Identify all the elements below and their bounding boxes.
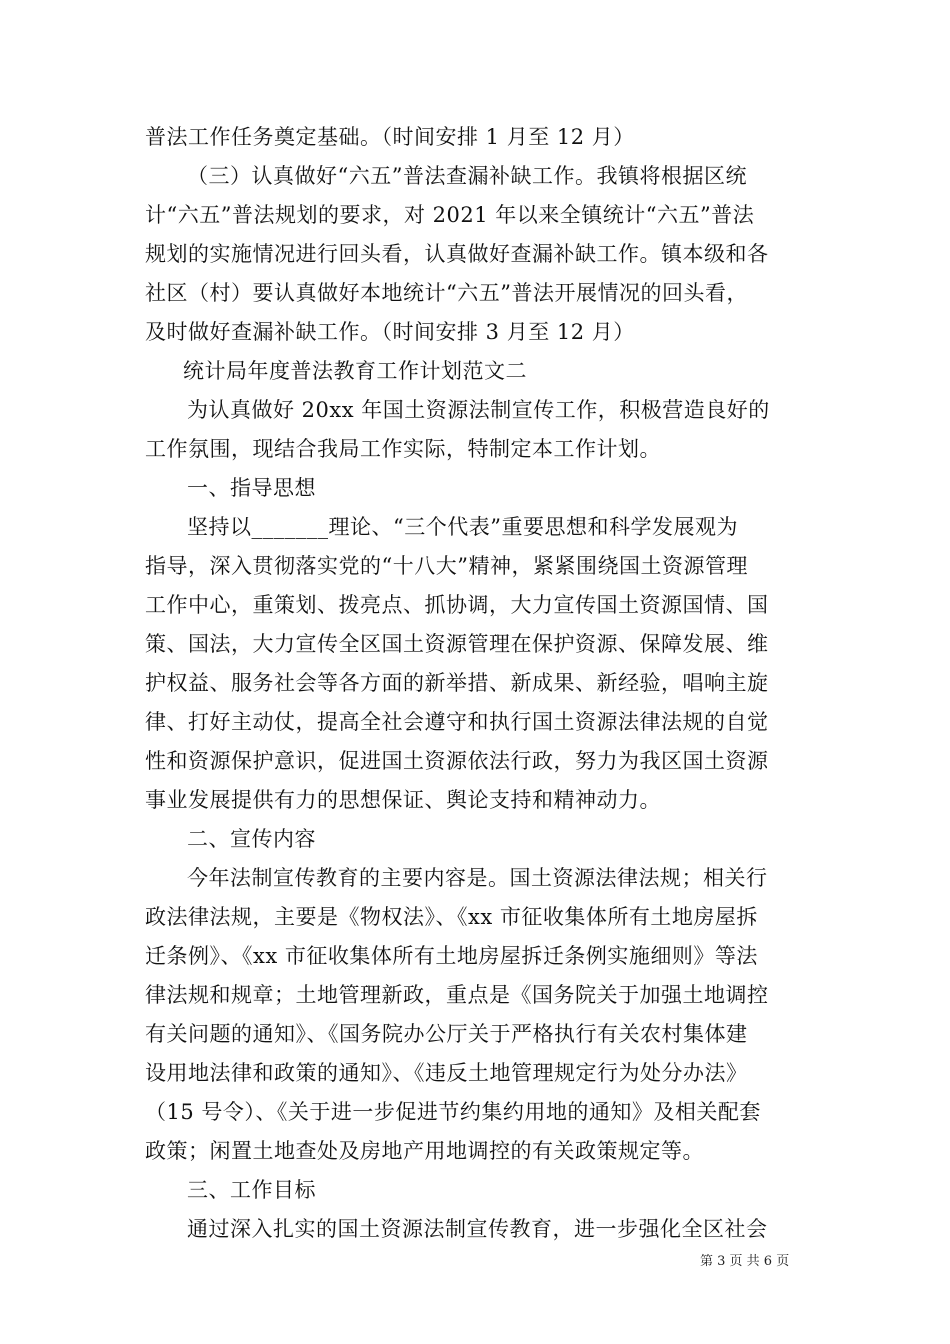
text-line: 设用地法律和政策的通知》、《违反土地管理规定行为处分办法》 (145, 1061, 748, 1085)
text-line: 工作氛围，现结合我局工作实际，特制定本工作计划。 (145, 437, 661, 461)
text-line: 普法工作任务奠定基础。（时间安排 1 月至 12 月） (145, 125, 635, 149)
heading-guiding-ideology: 一、指导思想 (187, 476, 316, 500)
text-line: 有关问题的通知》、《国务院办公厅关于严格执行有关农村集体建 (145, 1022, 748, 1046)
section-title: 统计局年度普法教育工作计划范文二 (183, 359, 527, 383)
document-body (145, 118, 810, 1249)
text-line: 指导，深入贯彻落实党的“十八大”精神，紧紧围绕国土资源管理 (145, 554, 748, 578)
text-line: 计“六五”普法规划的要求，对 2021 年以来全镇统计“六五”普法 (145, 203, 755, 227)
text-line: 律法规和规章；土地管理新政，重点是《国务院关于加强土地调控 (145, 983, 769, 1007)
text-line: 政策；闲置土地查处及房地产用地调控的有关政策规定等。 (145, 1139, 704, 1163)
page-number: 第 3 页 共 6 页 (700, 1254, 790, 1269)
text-line: 为认真做好 20xx 年国土资源法制宣传工作，积极营造良好的 (187, 398, 770, 422)
text-line: 今年法制宣传教育的主要内容是。国土资源法律法规；相关行 (187, 866, 768, 890)
text-line: 护权益、服务社会等各方面的新举措、新成果、新经验，唱响主旋 (145, 671, 769, 695)
heading-work-goals: 三、工作目标 (187, 1178, 316, 1202)
text-line: 政法律法规，主要是《物权法》、《xx 市征收集体所有土地房屋拆 (145, 905, 758, 929)
text-line: 社区（村）要认真做好本地统计“六五”普法开展情况的回头看， (145, 281, 748, 305)
heading-publicity-content: 二、宣传内容 (187, 827, 316, 851)
text-line: （15 号令）、《关于进一步促进节约集约用地的通知》及相关配套 (145, 1100, 761, 1124)
text-line: 通过深入扎实的国土资源法制宣传教育，进一步强化全区社会 (187, 1217, 768, 1241)
text-line: （三）认真做好“六五”普法查漏补缺工作。我镇将根据区统 (187, 164, 747, 188)
text-line: 策、国法，大力宣传全区国土资源管理在保护资源、保障发展、维 (145, 632, 769, 656)
text-line: 工作中心，重策划、拨亮点、抓协调，大力宣传国土资源国情、国 (145, 593, 769, 617)
text-line: 性和资源保护意识，促进国土资源依法行政，努力为我区国土资源 (145, 749, 769, 773)
text-line: 坚持以_______理论、“三个代表”重要思想和科学发展观为 (187, 515, 738, 539)
text-line: 律、打好主动仗，提高全社会遵守和执行国土资源法律法规的自觉 (145, 710, 769, 734)
text-line: 及时做好查漏补缺工作。（时间安排 3 月至 12 月） (145, 320, 635, 344)
text-line: 事业发展提供有力的思想保证、舆论支持和精神动力。 (145, 788, 661, 812)
text-line: 规划的实施情况进行回头看，认真做好查漏补缺工作。镇本级和各 (145, 242, 769, 266)
text-line: 迁条例》、《xx 市征收集体所有土地房屋拆迁条例实施细则》等法 (145, 944, 758, 968)
